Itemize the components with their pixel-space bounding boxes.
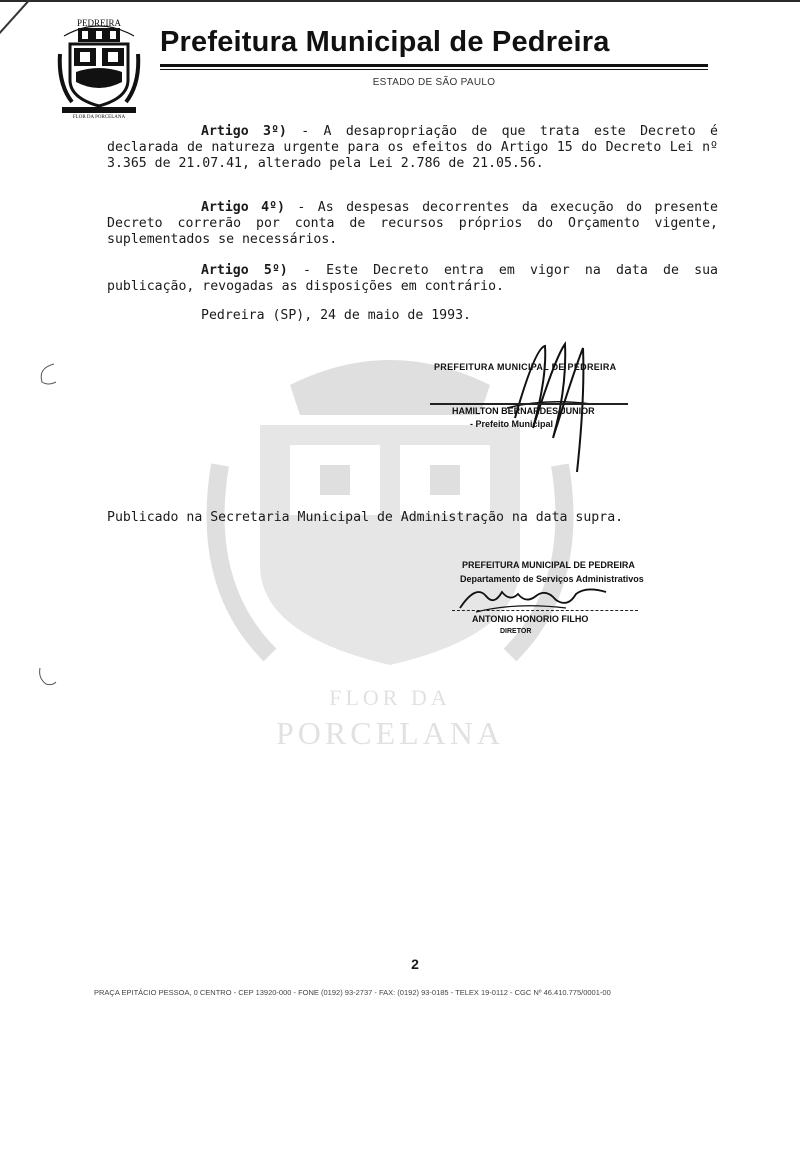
crest-label-bottom: FLOR DA PORCELANA [72,115,126,120]
header-rule-thick [160,64,708,67]
mayor-stamp-institution: PREFEITURA MUNICIPAL DE PEDREIRA [434,362,617,372]
admin-role: DIRETOR [500,628,532,635]
article-5-label: Artigo 5º) [201,263,288,278]
article-3-label: Artigo 3º) [201,124,287,139]
document-title: Prefeitura Municipal de Pedreira [160,26,610,58]
municipal-crest-icon [56,14,142,120]
mayor-signature-line [430,403,628,405]
date-line [107,308,718,324]
page-number: 2 [411,956,419,972]
article-3-paragraph [107,124,718,172]
admin-name: ANTONIO HONORIO FILHO [472,614,589,624]
scan-edge-line [0,0,800,2]
admin-signature-icon [456,578,616,618]
article-4-label: Artigo 4º) [201,200,285,215]
state-subtitle: ESTADO DE SÃO PAULO [372,77,496,88]
mayor-role: - Prefeito Municipal - [470,419,559,429]
article-4-text: - As despesas decorrentes da execução do presente Decreto correrão por conta de recursos próprios do Orçamento vigente, suplementados se necessários. [107,200,718,247]
article-5-paragraph [107,263,718,295]
watermark-text-bottom: PORCELANA [275,715,504,751]
scan-speck-icon [34,664,62,692]
article-4-paragraph [107,200,718,248]
article-5-text: - Este Decreto entra em vigor na data de sua publicação, revogadas as disposições em contrário. [107,263,718,294]
scan-speck-icon [34,360,62,388]
publication-note: Publicado na Secretaria Municipal de Administração na data supra. [107,510,624,525]
admin-stamp-department: Departamento de Serviços Administrativos [460,574,644,584]
header-rule-thin [160,69,708,70]
crest-label-top: PEDREIRA [76,18,122,28]
admin-signature-line [452,610,638,612]
admin-stamp-institution: PREFEITURA MUNICIPAL DE PEDREIRA [462,560,635,570]
watermark-text-top: FLOR DA [329,685,451,710]
footer-address: PRAÇA EPITÁCIO PESSOA, 0 CENTRO - CEP 13920-000 - FONE (0192) 93-2737 - FAX: (0192) 93-0185 - TELEX 19-0112 - CGC Nº 46.410.775/0001-00 [94,988,611,997]
mayor-name: HAMILTON BERNARDES JUNIOR [452,406,595,416]
date-text: Pedreira (SP), 24 de maio de 1993. [201,308,471,323]
article-3-text: - A desapropriação de que trata este Decreto é declarada de natureza urgente para os efeitos do Artigo 15 do Decreto Lei nº 3.365 de 21.07.41, alterado pela Lei 2.786 de 21.05.56. [107,124,718,171]
